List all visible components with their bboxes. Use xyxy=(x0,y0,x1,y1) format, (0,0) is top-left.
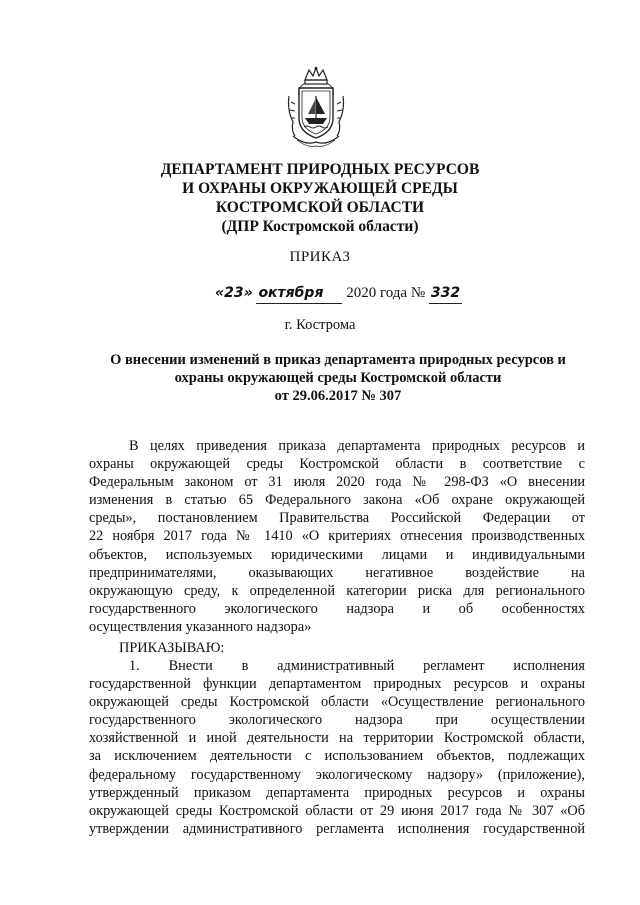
prikazyvayu-heading: ПРИКАЗЫВАЮ: xyxy=(119,640,225,656)
order-day: «23» xyxy=(215,285,253,301)
subject-line-2: охраны окружающей среды Костромской области xyxy=(174,370,502,386)
order-date-line xyxy=(215,283,515,304)
text-line: осуществления указанного надзора» xyxy=(89,618,312,635)
subject-line-3: от 29.06.2017 № 307 xyxy=(274,388,402,404)
text-line: предпринимателями, оказывающих негативное воздействие на xyxy=(89,564,585,581)
preamble-paragraph xyxy=(89,437,585,636)
text-line: 1. Внести в административный регламент исполнения xyxy=(129,658,585,674)
coat-of-arms-emblem xyxy=(285,66,347,150)
text-line: Федеральным законом от 31 июля 2020 года № 298-ФЗ «О внесении xyxy=(89,474,585,491)
item-1-paragraph xyxy=(89,657,585,838)
text-line: объектов, используемых юридическими лицами и индивидуальными xyxy=(89,546,585,563)
text-line: утверждении административного регламента исполнения государственной xyxy=(89,820,585,837)
text-line: государственной функции департаментом природных ресурсов и охраны xyxy=(89,676,585,693)
order-year-text: 2020 года № xyxy=(346,285,426,301)
text-line: В целях приведения приказа департамента природных ресурсов и xyxy=(129,438,585,454)
text-line: изменения в статью 65 Федерального закона «Об охране окружающей xyxy=(89,492,585,509)
header-line-1: ДЕПАРТАМЕНТ ПРИРОДНЫХ РЕСУРСОВ xyxy=(160,161,480,178)
header-line-3: КОСТРОМСКОЙ ОБЛАСТИ xyxy=(215,199,425,216)
header-line-4: (ДПР Костромской области) xyxy=(221,218,419,235)
department-header xyxy=(60,160,580,236)
header-line-2: И ОХРАНЫ ОКРУЖАЮЩЕЙ СРЕДЫ xyxy=(182,180,458,197)
text-line: 22 ноября 2017 года № 1410 «О критериях отнесения производственных xyxy=(89,528,585,545)
text-line: федеральному государственному экологическому надзору» (приложение), xyxy=(89,766,585,783)
text-line: окружающую среду, к определенной категории риска для регионального xyxy=(89,582,585,599)
text-line: государственного экологического надзора при осуществлении xyxy=(89,712,585,729)
city: г. Кострома xyxy=(284,317,356,333)
text-line: окружающей среды Костромской области от 29 июня 2017 года № 307 «Об xyxy=(89,802,585,819)
text-line: охраны окружающей среды Костромской области в соответствие с xyxy=(89,456,585,473)
order-title: ПРИКАЗ xyxy=(289,249,351,265)
text-line: государственного экологического надзора и об особенностях xyxy=(89,600,585,617)
text-line: среды», постановлением Правительства Российской Федерации от xyxy=(89,510,585,527)
order-subject xyxy=(90,351,586,405)
subject-line-1: О внесении изменений в приказ департамента природных ресурсов и xyxy=(110,352,566,368)
order-number: 332 xyxy=(429,283,462,304)
order-month: октября xyxy=(256,283,342,304)
text-line: утвержденный приказом департамента природных ресурсов и охраны xyxy=(89,784,585,801)
text-line: окружающей среды Костромской области «Осуществление регионального xyxy=(89,694,585,711)
text-line: за исключением деятельности с использованием объектов, подлежащих xyxy=(89,748,585,765)
text-line: хозяйственной и иной деятельности на территории Костромской области, xyxy=(89,730,585,747)
